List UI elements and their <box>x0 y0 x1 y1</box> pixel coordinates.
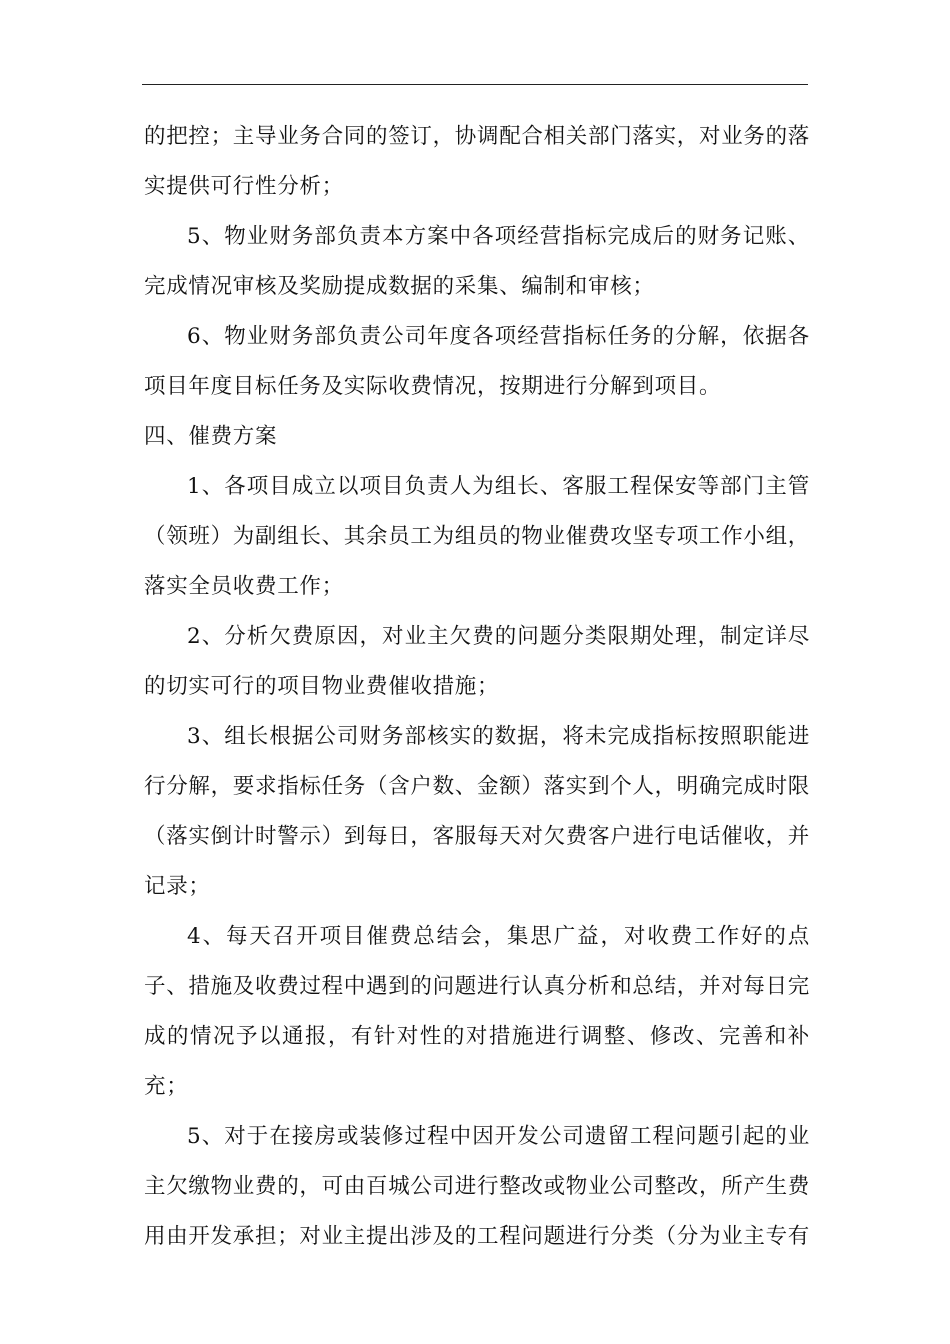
document-body <box>144 112 810 1262</box>
paragraph-3: 6、物业财务部负责公司年度各项经营指标任务的分解，依据各项目年度目标任务及实际收费情况，按期进行分解到项目。 <box>144 324 810 399</box>
section-heading: 四、催费方案 <box>144 424 278 449</box>
paragraph-8: 5、对于在接房或装修过程中因开发公司遗留工程问题引起的业主欠缴物业费的，可由百城公司进行整改或物业公司整改，所产生费用由开发承担；对业主提出涉及的工程问题进行分类（分为业主专有 <box>144 1124 811 1249</box>
paragraph-1: 的把控；主导业务合同的签订，协调配合相关部门落实，对业务的落实提供可行性分析； <box>144 124 811 199</box>
header-rule <box>142 84 808 85</box>
paragraph-7: 4、每天召开项目催费总结会，集思广益，对收费工作好的点子、措施及收费过程中遇到的问题进行认真分析和总结，并对每日完成的情况予以通报，有针对性的对措施进行调整、修改、完善和补充； <box>144 924 811 1099</box>
paragraph-2: 5、物业财务部负责本方案中各项经营指标完成后的财务记账、完成情况审核及奖励提成数据的采集、编制和审核； <box>144 224 810 299</box>
paragraph-4: 1、各项目成立以项目负责人为组长、客服工程保安等部门主管（领班）为副组长、其余员工为组员的物业催费攻坚专项工作小组，落实全员收费工作； <box>144 474 811 599</box>
paragraph-5: 2、分析欠费原因，对业主欠费的问题分类限期处理，制定详尽的切实可行的项目物业费催收措施； <box>144 624 810 699</box>
paragraph-6: 3、组长根据公司财务部核实的数据，将未完成指标按照职能进行分解，要求指标任务（含户数、金额）落实到个人，明确完成时限（落实倒计时警示）到每日，客服每天对欠费客户进行电话催收，并记录； <box>144 724 811 899</box>
